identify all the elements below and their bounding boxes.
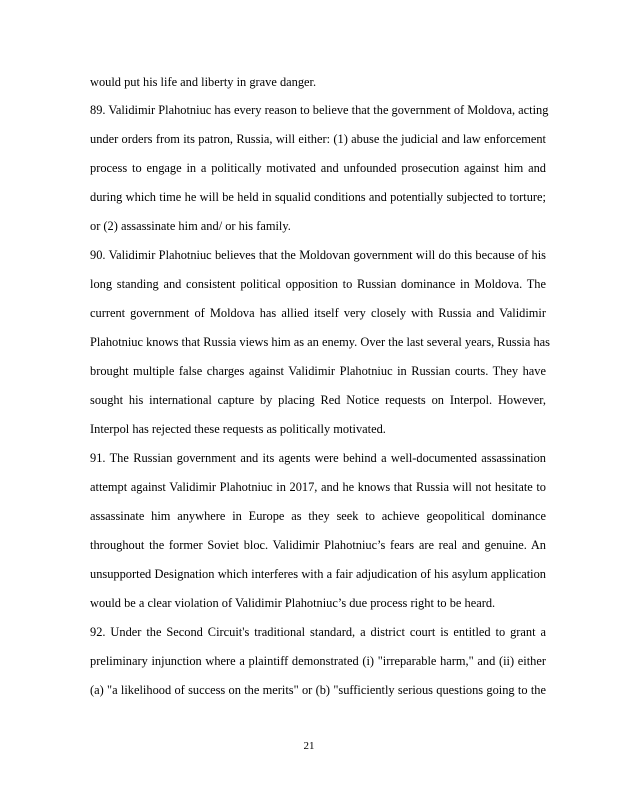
text-line: unsupported Designation which interferes with a fair adjudication of his asylum application xyxy=(90,567,546,581)
text-line: brought multiple false charges against Validimir Plahotniuc in Russian courts. They have xyxy=(90,364,546,378)
paragraph-89-line: 89. Validimir Plahotniuc has every reason to believe that the government of Moldova, acting xyxy=(90,103,549,117)
text-line: throughout the former Soviet bloc. Validimir Plahotniuc’s fears are real and genuine. An xyxy=(90,538,546,552)
text-line: Plahotniuc knows that Russia views him as an enemy. Over the last several years, Russia has xyxy=(90,335,550,349)
text-line: would be a clear violation of Validimir Plahotniuc’s due process right to be heard. xyxy=(90,596,496,610)
paragraph-90-line: 90. Validimir Plahotniuc believes that the Moldovan government will do this because of his xyxy=(90,248,546,262)
text-line: process to engage in a politically motivated and unfounded prosecution against him and xyxy=(90,161,546,175)
text-line: sought his international capture by placing Red Notice requests on Interpol. However, xyxy=(90,393,546,407)
paragraph-91-line: 91. The Russian government and its agents were behind a well-documented assassination xyxy=(90,451,546,465)
text-line: under orders from its patron, Russia, will either: (1) abuse the judicial and law enforcement xyxy=(90,132,546,146)
text-line: current government of Moldova has allied itself very closely with Russia and Validimir xyxy=(90,306,546,320)
text-line: or (2) assassinate him and/ or his family. xyxy=(90,219,291,233)
text-line: during which time he will be held in squalid conditions and potentially subjected to torture; xyxy=(90,190,546,204)
text-line: Interpol has rejected these requests as politically motivated. xyxy=(90,422,386,436)
paragraph-92-line: 92. Under the Second Circuit's traditional standard, a district court is entitled to grant a xyxy=(90,625,546,639)
text-line: (a) "a likelihood of success on the merits" or (b) "sufficiently serious questions going to the xyxy=(90,683,546,697)
text-line: attempt against Validimir Plahotniuc in 2017, and he knows that Russia will not hesitate to xyxy=(90,480,546,494)
text-line: would put his life and liberty in grave danger. xyxy=(90,75,317,89)
text-line: long standing and consistent political opposition to Russian dominance in Moldova. The xyxy=(90,277,546,291)
text-line: assassinate him anywhere in Europe as they seek to achieve geopolitical dominance xyxy=(90,509,546,523)
text-line: preliminary injunction where a plaintiff demonstrated (i) "irreparable harm," and (ii) either xyxy=(90,654,546,668)
page-number: 21 xyxy=(303,740,315,752)
